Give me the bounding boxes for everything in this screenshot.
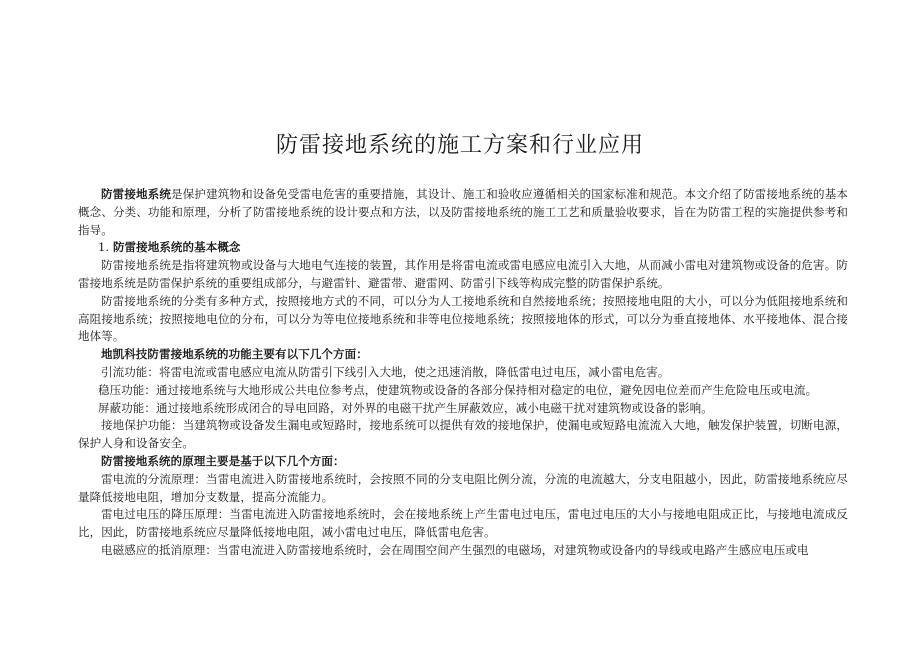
function-item: 接地保护功能：当建筑物或设备发生漏电或短路时，接地系统可以提供有效的接地保护，使漏电或短路电流流入大地，触发保护装置，切断电源，保护人身和设备安全。: [78, 418, 848, 451]
principle-item: 雷电流的分流原理：当雷电流进入防雷接地系统时，会按照不同的分支电阻比例分流，分流的电流越大，分支电阻越小，因此，防雷接地系统应尽量降低接地电阻，增加分支数量，提高分流能力。: [78, 471, 848, 504]
functions-heading: 地凯科技防雷接地系统的功能主要有以下几个方面：: [101, 347, 368, 362]
function-item: 引流功能：将雷电流或雷电感应电流从防雷引下线引入大地，使之迅速消散，降低雷电过电压，减小雷电危害。: [101, 364, 670, 379]
function-item: 稳压功能：通过接地系统与大地形成公共电位参考点，使建筑物或设备的各部分保持相对稳定的电位，避免因电位差而产生危险电压或电流。: [98, 382, 818, 397]
document-body: [78, 186, 848, 560]
principle-item: 雷电过电压的降压原理：当雷电流进入防雷接地系统时，会在接地系统上产生雷电过电压，雷电过电压的大小与接地电阻成正比，与接地电流成反比，因此，防雷接地系统应尽量降低接地电阻，减小雷电过电压，降低雷电危害。: [78, 507, 848, 540]
intro-paragraph: [78, 186, 848, 239]
section-heading: [78, 239, 848, 257]
section-number: 1.: [98, 240, 113, 255]
function-item: 屏蔽功能：通过接地系统形成闭合的导电回路，对外界的电磁干扰产生屏蔽效应，减小电磁干扰对建筑物或设备的影响。: [98, 400, 713, 415]
intro-lead-term: 防雷接地系统: [101, 187, 172, 201]
concept-paragraph: 防雷接地系统是指将建筑物或设备与大地电气连接的装置，其作用是将雷电流或雷电感应电流引入大地，从而减小雷电对建筑物或设备的危害。防雷接地系统是防雷保护系统的重要组成部分，与避雷针、避雷带、避雷网、防雷引下线等构成完整的防雷保护系统。: [78, 258, 848, 290]
document-title: 防雷接地系统的施工方案和行业应用: [275, 132, 644, 158]
principles-heading: 防雷接地系统的原理主要是基于以下几个方面：: [101, 453, 345, 468]
classification-paragraph: 防雷接地系统的分类有多种方式，按照接地方式的不同，可以分为人工接地系统和自然接地系统；按照接地电阻的大小，可以分为低阻接地系统和高阻接地系统；按照接地电位的分布，可以分为等电位接地系统和非等电位接地系统；按照接地体的形式，可以分为垂直接地体、水平接地体、混合接地体等。: [78, 293, 848, 344]
intro-text: 是保护建筑物和设备免受雷电危害的重要措施，其设计、施工和验收应遵循相关的国家标准和规范。本文介绍了防雷接地系统的基本概念、分类、功能和原理，分析了防雷接地系统的设计要点和方法，以及防雷接地系统的施工工艺和质量验收要求，旨在为防雷工程的实施提供参考和指导。: [78, 187, 848, 237]
principle-item: 电磁感应的抵消原理：当雷电流进入防雷接地系统时，会在周围空间产生强烈的电磁场，对建筑物或设备内的导线或电路产生感应电压或电: [101, 542, 809, 557]
section-title: 防雷接地系统的基本概念: [112, 240, 241, 255]
